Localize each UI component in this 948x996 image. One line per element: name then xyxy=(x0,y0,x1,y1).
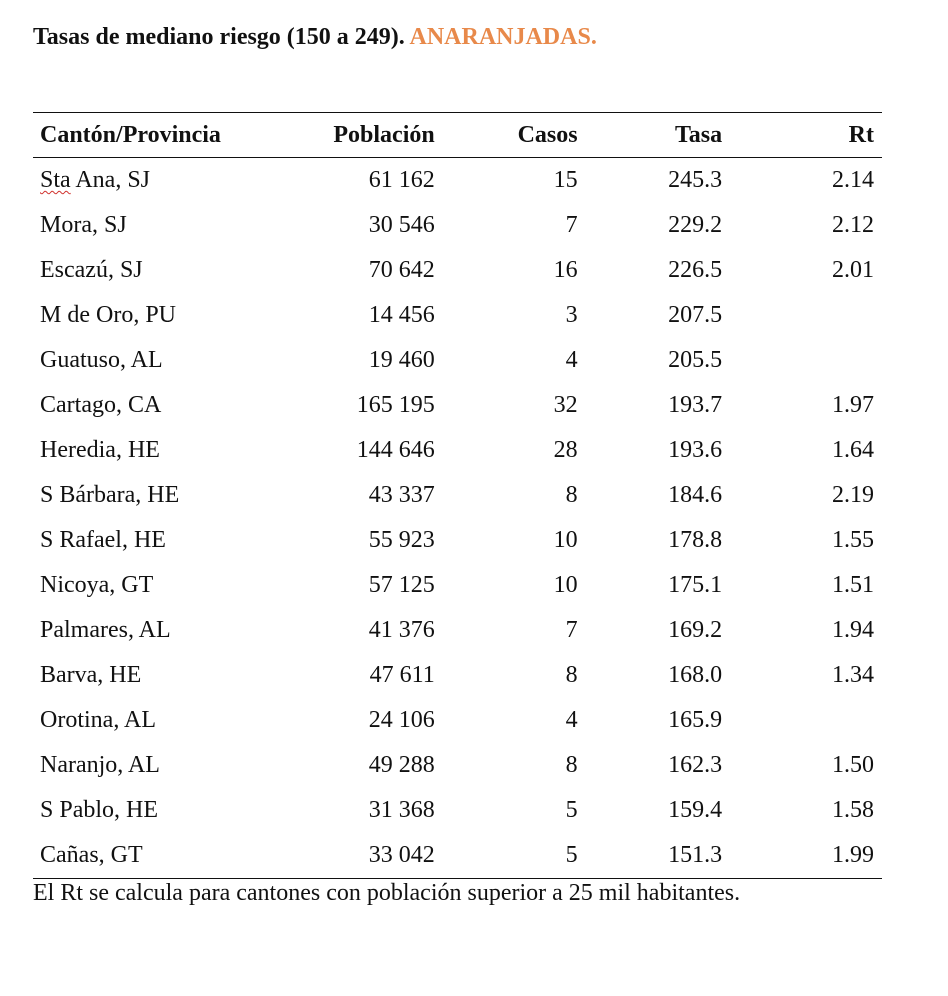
canton-name: Cartago, CA xyxy=(40,392,162,418)
table-row xyxy=(33,293,882,338)
cell-cases: 10 xyxy=(553,527,578,553)
cell-cases: 8 xyxy=(565,752,578,778)
canton-name: S Bárbara, HE xyxy=(40,482,180,508)
cell-cases: 3 xyxy=(565,302,578,328)
cell-population: 33 042 xyxy=(235,833,434,879)
cell-canton xyxy=(33,473,235,518)
cell-rt: 1.94 xyxy=(832,617,874,643)
cell-cases: 7 xyxy=(565,212,578,238)
cell-population: 61 162 xyxy=(368,167,435,193)
cell-rt: 2.01 xyxy=(832,257,874,283)
cell-population: 31 368 xyxy=(368,797,435,823)
cell-rate: 193.6 xyxy=(668,437,723,463)
risk-rates-table xyxy=(33,112,882,879)
canton-name: Naranjo, AL xyxy=(40,752,160,778)
cell-cases: 15 xyxy=(553,167,578,193)
header-population: Población xyxy=(235,113,434,158)
cell-cases: 28 xyxy=(553,437,578,463)
canton-name: S Rafael, HE xyxy=(40,527,166,553)
cell-canton xyxy=(33,518,235,563)
table-row xyxy=(33,563,882,608)
cell-rt xyxy=(722,698,882,743)
cell-rate: 178.8 xyxy=(668,527,723,553)
cell-rate: 151.3 xyxy=(578,833,723,879)
cell-population: 55 923 xyxy=(368,527,435,553)
cell-cases: 4 xyxy=(565,347,578,373)
table-row xyxy=(33,653,882,698)
footnote: El Rt se calcula para cantones con población superior a 25 mil habitantes. xyxy=(33,880,741,906)
table-row xyxy=(33,698,882,743)
cell-canton xyxy=(33,293,235,338)
cell-population: 49 288 xyxy=(368,752,435,778)
spellcheck-word: Sta xyxy=(40,167,71,193)
cell-rate: 205.5 xyxy=(668,347,723,373)
cell-population: 24 106 xyxy=(368,707,435,733)
table-row xyxy=(33,833,882,879)
cell-population: 14 456 xyxy=(368,302,435,328)
cell-rt xyxy=(722,338,882,383)
table-body xyxy=(33,158,882,879)
table-header-row xyxy=(33,113,882,158)
cell-canton xyxy=(33,653,235,698)
cell-population: 144 646 xyxy=(356,437,435,463)
cell-population: 43 337 xyxy=(368,482,435,508)
table-row xyxy=(33,428,882,473)
cell-rt: 1.99 xyxy=(722,833,882,879)
cell-canton xyxy=(33,428,235,473)
cell-rate: 229.2 xyxy=(668,212,723,238)
cell-population: 41 376 xyxy=(368,617,435,643)
table-row xyxy=(33,788,882,833)
title-main: Tasas de mediano riesgo (150 a 249). xyxy=(33,24,405,50)
cell-rt: 1.50 xyxy=(832,752,874,778)
cell-rate: 162.3 xyxy=(668,752,723,778)
canton-name: Nicoya, GT xyxy=(40,572,154,598)
cell-rate: 168.0 xyxy=(668,662,723,688)
cell-canton xyxy=(33,383,235,428)
cell-rt: 1.34 xyxy=(832,662,874,688)
cell-population: 70 642 xyxy=(368,257,435,283)
table-row xyxy=(33,338,882,383)
cell-rt: 1.55 xyxy=(832,527,874,553)
canton-name: Mora, SJ xyxy=(40,212,127,238)
document-title xyxy=(33,24,597,51)
cell-rate: 169.2 xyxy=(668,617,723,643)
cell-population: 47 611 xyxy=(369,662,435,688)
table-row xyxy=(33,158,882,204)
cell-cases: 4 xyxy=(565,707,578,733)
cell-rt: 1.51 xyxy=(832,572,874,598)
cell-canton xyxy=(33,563,235,608)
cell-rate: 159.4 xyxy=(668,797,723,823)
cell-population: 165 195 xyxy=(356,392,435,418)
canton-name: Heredia, HE xyxy=(40,437,160,463)
table-row xyxy=(33,608,882,653)
header-cases: Casos xyxy=(435,113,578,158)
canton-name: Guatuso, AL xyxy=(40,347,163,373)
cell-cases: 8 xyxy=(565,482,578,508)
cell-cases: 32 xyxy=(553,392,578,418)
cell-rate: 193.7 xyxy=(668,392,723,418)
cell-rate: 207.5 xyxy=(668,302,723,328)
cell-canton xyxy=(33,788,235,833)
cell-rt: 1.58 xyxy=(832,797,874,823)
canton-name: Orotina, AL xyxy=(40,707,156,733)
cell-cases: 10 xyxy=(553,572,578,598)
cell-population: 19 460 xyxy=(368,347,435,373)
table-row xyxy=(33,473,882,518)
canton-name: Barva, HE xyxy=(40,662,142,688)
cell-cases: 7 xyxy=(565,617,578,643)
cell-population: 30 546 xyxy=(368,212,435,238)
header-rate: Tasa xyxy=(578,113,723,158)
canton-name: Escazú, SJ xyxy=(40,257,143,283)
cell-canton xyxy=(33,203,235,248)
cell-rate: 245.3 xyxy=(668,167,723,193)
cell-canton xyxy=(33,608,235,653)
cell-cases: 5 xyxy=(435,833,578,879)
cell-rate: 175.1 xyxy=(668,572,723,598)
cell-cases: 16 xyxy=(553,257,578,283)
cell-canton xyxy=(33,743,235,788)
canton-name: M de Oro, PU xyxy=(40,302,176,328)
cell-cases: 5 xyxy=(565,797,578,823)
cell-cases: 8 xyxy=(565,662,578,688)
header-canton: Cantón/Provincia xyxy=(33,113,235,158)
canton-name: S Pablo, HE xyxy=(40,797,159,823)
title-accent: ANARANJADAS. xyxy=(409,24,597,50)
cell-rt: 2.19 xyxy=(832,482,874,508)
cell-rt: 1.97 xyxy=(832,392,874,418)
cell-rate: 184.6 xyxy=(668,482,723,508)
cell-rate: 165.9 xyxy=(668,707,723,733)
cell-rt: 2.12 xyxy=(832,212,874,238)
table-row xyxy=(33,743,882,788)
canton-name: Palmares, AL xyxy=(40,617,171,643)
table-row xyxy=(33,518,882,563)
table-row xyxy=(33,248,882,293)
cell-canton xyxy=(33,698,235,743)
canton-name: Ana, SJ xyxy=(70,167,151,193)
table-row xyxy=(33,203,882,248)
header-rt: Rt xyxy=(722,113,882,158)
cell-canton xyxy=(33,833,235,879)
cell-rt xyxy=(722,293,882,338)
cell-canton xyxy=(33,248,235,293)
cell-rt: 1.64 xyxy=(832,437,874,463)
cell-population: 57 125 xyxy=(368,572,435,598)
cell-canton xyxy=(33,338,235,383)
table-row xyxy=(33,383,882,428)
cell-canton xyxy=(33,158,235,204)
canton-name: Cañas, GT xyxy=(40,842,143,868)
cell-rate: 226.5 xyxy=(668,257,723,283)
cell-rt: 2.14 xyxy=(832,167,874,193)
